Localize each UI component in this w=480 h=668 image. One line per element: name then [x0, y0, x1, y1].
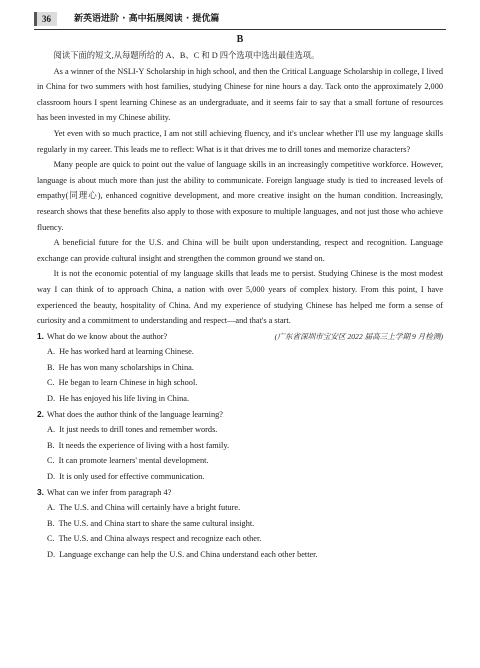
question-number: 2. — [37, 408, 44, 419]
option-1c[interactable]: C. He began to learn Chinese in high school. — [47, 378, 198, 388]
question-number: 1. — [37, 330, 44, 341]
option-3d[interactable]: D. Language exchange can help the U.S. and China understand each other better. — [47, 550, 318, 559]
option-3b[interactable]: B. The U.S. and China start to share the same cultural insight. — [47, 518, 255, 528]
page-number: 36 — [34, 12, 57, 26]
paragraph-5-text: It is not the economic potential of my language skills that leads me to persist. Studying Chinese is the most modest way I can think of to approach China, a nation with over 5,000 years of complex history. From this point, I have experienced the beauty, hospitality of China. And my experience of studying Chinese has helped me form a sense of curiosity and a commitment to understanding and respect—and that's a start. — [37, 269, 443, 326]
paragraph-1: As a winner of the NSLI-Y Scholarship in high school, and then the Critical Language Scholarship in college, I lived in China for two summers with host families, studying Chinese for nine hours a day. Tack onto the approximately 2,000 classroom hours I spent learning Chinese as an undergraduate, and it seems fair to say that a small fortune of resources has been invested in my Chinese ability. — [37, 66, 443, 123]
option-1a[interactable]: A. He has worked hard at learning Chinese. — [47, 347, 194, 357]
option-3c[interactable]: C. The U.S. and China always respect and recognize each other. — [47, 534, 262, 544]
question-2 — [37, 407, 443, 485]
reading-content — [37, 48, 443, 563]
option-2d[interactable]: D. It is only used for effective communication. — [47, 472, 205, 482]
header-rule — [34, 29, 446, 30]
option-3a[interactable]: A. The U.S. and China will certainly have a bright future. — [47, 503, 241, 513]
question-3 — [37, 485, 443, 563]
option-2b[interactable]: B. It needs the experience of living with a host family. — [47, 440, 230, 450]
source-citation: (广东省深圳市宝安区 2022 届高三上学期 9 月检测) — [274, 331, 443, 341]
book-title: 新英语进阶 · 高中拓展阅读 · 提优篇 — [74, 14, 220, 24]
instructions: 阅读下面的短文,从每题所给的 A、B、C 和 D 四个选项中选出最佳选项。 — [53, 51, 320, 60]
section-letter: B — [236, 34, 244, 45]
question-text: What do we know about the author? — [46, 331, 168, 341]
question-text: What can we infer from paragraph 4? — [46, 487, 172, 497]
option-1b[interactable]: B. He has won many scholarships in China. — [47, 362, 194, 372]
paragraph-2: Yet even with so much practice, I am not still achieving fluency, and it's unclear whether I'll use my language skills regularly in my career. This leads me to reflect: What is it that drives me to drill tones and memorize characters? — [37, 128, 443, 154]
option-2c[interactable]: C. It can promote learners' mental development. — [47, 456, 209, 466]
paragraph-3: Many people are quick to point out the value of language skills in an increasingly competitive workforce. However, language is about much more than just the ability to communicate. Foreign language study is tied to increased levels of empathy(同理心), enhanced cognitive development, and more creative insight on the human condition. Increasingly, research shows that these benefits also apply to those with exposure to multiple languages, and not just those who achieve fluency. — [37, 160, 443, 232]
option-1d[interactable]: D. He has enjoyed his life living in China. — [47, 394, 190, 404]
page-header — [34, 10, 446, 30]
question-number: 3. — [37, 486, 44, 497]
paragraph-4: A beneficial future for the U.S. and China will be built upon understanding, respect and recognition. Language exchange can provide cultural insight and strengthen the common ground we stand on. — [37, 238, 443, 263]
option-2a[interactable]: A. It just needs to drill tones and remember words. — [47, 425, 218, 435]
question-text: What does the author think of the language learning? — [46, 409, 223, 419]
